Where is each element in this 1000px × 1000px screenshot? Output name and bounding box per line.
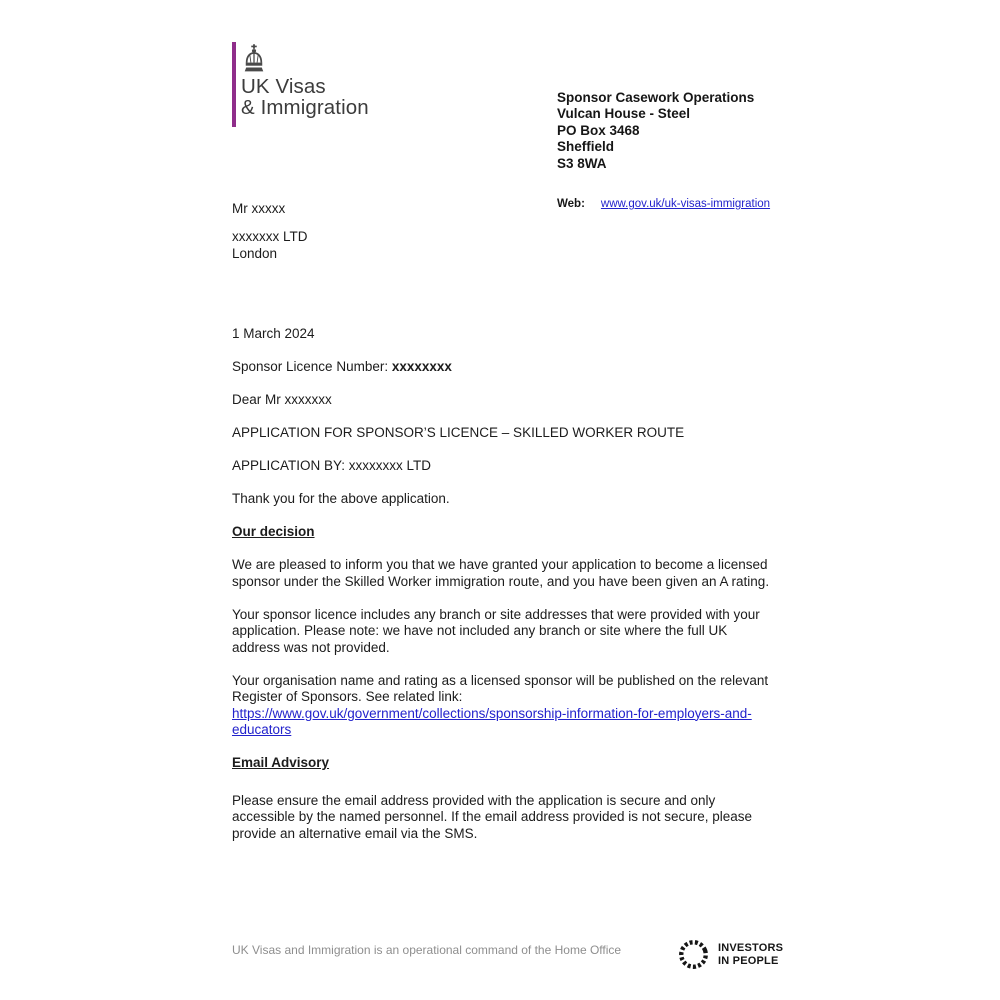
subject-line-2: APPLICATION BY: xxxxxxxx LTD (232, 458, 432, 473)
letter-date: 1 March 2024 (232, 326, 315, 341)
register-of-sponsors-link[interactable]: https://www.gov.uk/government/collections/sponsorship-information-for-employers-and-educators (232, 705, 752, 737)
sender-address (557, 90, 754, 172)
recipient-city: London (232, 246, 278, 261)
crown-icon (243, 44, 265, 72)
recipient-company: xxxxxxx LTD (232, 229, 308, 244)
ukvi-logo (232, 42, 369, 127)
sender-address-line: Sponsor Casework Operations (557, 90, 755, 105)
salutation: Dear Mr xxxxxxx (232, 392, 332, 407)
laurel-wreath-icon (676, 937, 711, 972)
email-advisory-heading: Email Advisory (232, 755, 330, 770)
investors-in-people-logo (676, 937, 783, 972)
logo-accent-bar (232, 42, 236, 127)
email-advisory-paragraph: Please ensure the email address provided with the application is secure and only accessible by the named personnel. If the email address provided is not secure, please provide an alternative email via the SMS. (232, 792, 753, 841)
recipient-name: Mr xxxxx (232, 201, 286, 216)
web-row (557, 198, 770, 210)
licence-number-value: xxxxxxxx (391, 359, 452, 374)
letter-body (232, 326, 772, 859)
sender-address-line: Sheffield (557, 139, 615, 155)
web-label: Web: (557, 198, 585, 210)
sender-address-line: S3 8WA (557, 155, 607, 171)
logo-org-line1: UK Visas (241, 75, 326, 98)
logo-org-line2: & Immigration (241, 96, 369, 119)
decision-heading: Our decision (232, 524, 315, 539)
iip-text-line1: INVESTORS (718, 942, 784, 954)
sender-address-line: Vulcan House - Steel (557, 106, 691, 122)
thanks-line: Thank you for the above application. (232, 491, 450, 506)
footer-disclaimer: UK Visas and Immigration is an operational command of the Home Office (232, 943, 622, 957)
decision-paragraph-1: We are pleased to inform you that we have granted your application to become a licensed sponsor under the Skilled Worker immigration route, and you have been given an A rating. (232, 557, 770, 589)
subject-line-1: APPLICATION FOR SPONSOR’S LICENCE – SKILLED WORKER ROUTE (232, 425, 685, 440)
sender-address-line: PO Box 3468 (557, 122, 640, 138)
iip-text-line2: IN PEOPLE (718, 954, 779, 967)
web-link[interactable]: www.gov.uk/uk-visas-immigration (600, 198, 771, 210)
recipient-address (232, 200, 308, 262)
licence-number-line (232, 359, 772, 376)
register-text: Your organisation name and rating as a licensed sponsor will be published on the relevant Register of Sponsors. See related link: (232, 672, 769, 704)
licence-number-label: Sponsor Licence Number: (232, 359, 392, 374)
decision-paragraph-2: Your sponsor licence includes any branch or site addresses that were provided with your application. Please note: we have not included any branch or site where the full UK address was not provided. (232, 606, 760, 655)
decision-paragraph-3 (232, 673, 772, 739)
